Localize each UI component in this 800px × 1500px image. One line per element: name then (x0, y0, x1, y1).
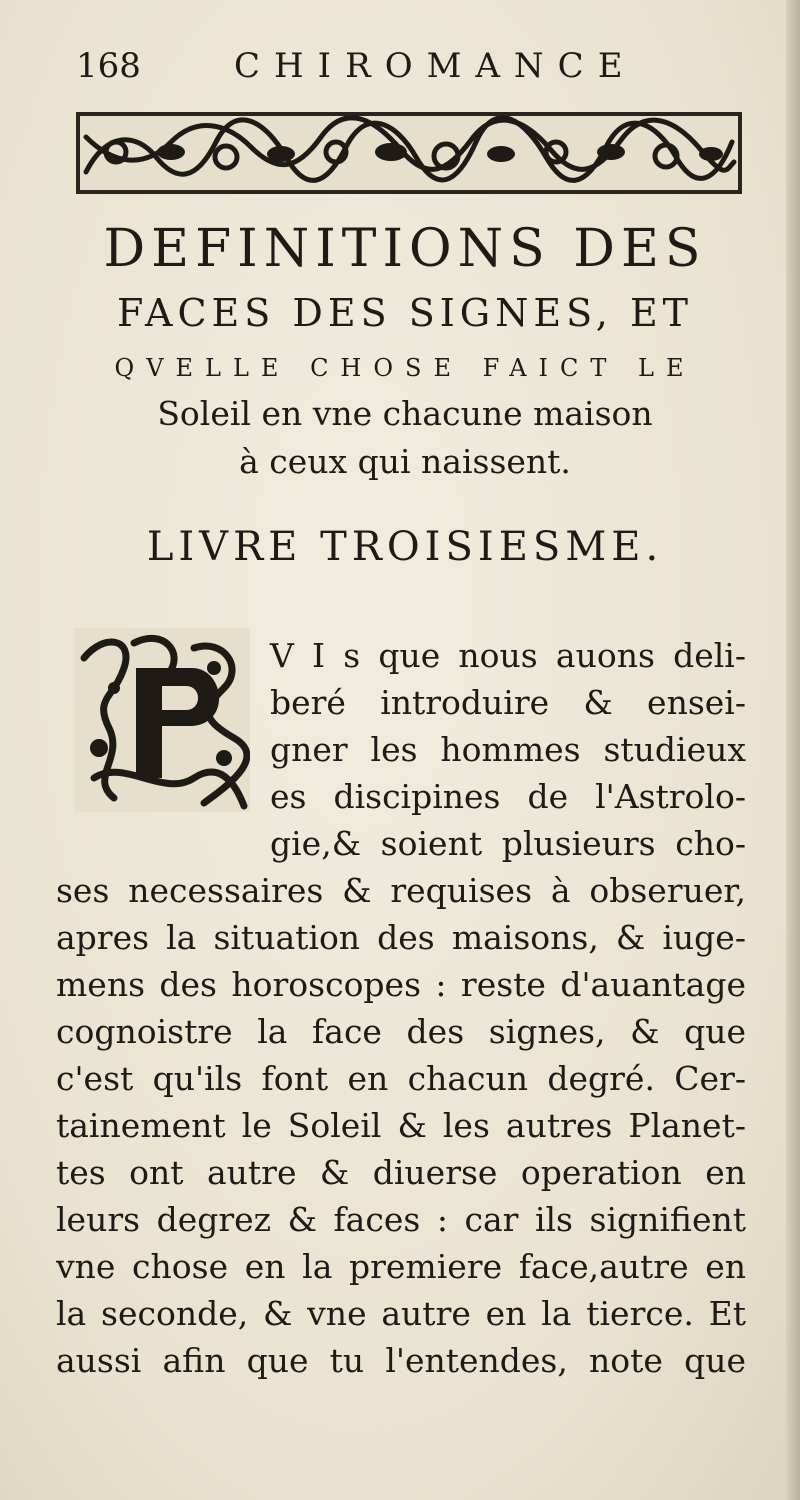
text-line: leurs degrez & faces : car ils signifient (56, 1200, 746, 1239)
body-text (56, 632, 746, 1384)
book-heading: LIVRE TROISIESME. (146, 524, 664, 570)
page-edge (786, 0, 800, 1500)
title-line-5: à ceux qui naissent. (239, 442, 571, 481)
text-line: vne chose en la premiere face,autre en (56, 1247, 746, 1286)
text-line: tes ont autre & diuerse operation en (56, 1153, 746, 1192)
text-line: la seconde, & vne autre en la tierce. Et (56, 1294, 746, 1333)
title-line-1: DEFINITIONS DES (103, 219, 707, 279)
page-header (76, 40, 756, 100)
page-number: 168 (76, 46, 141, 86)
text-line: ses necessaires & requises à obseruer, (56, 871, 746, 910)
text-line: cognoistre la face des signes, & que (56, 1012, 746, 1051)
text-line: tainement le Soleil & les autres Planet- (56, 1106, 746, 1145)
text-line: es discipines de l'Astrolo- (270, 777, 746, 816)
floral-headpiece-ornament-icon (76, 112, 742, 194)
text-line: beré introduire & ensei- (270, 683, 746, 722)
chapter-title (60, 218, 750, 486)
text-line: gner les hommes studieux (270, 730, 746, 769)
text-line: V I s que nous auons deli- (270, 636, 746, 675)
title-line-3: QVELLE CHOSE FAICT LE (114, 354, 696, 382)
running-head: CHIROMANCE (234, 46, 637, 86)
text-line: c'est qu'ils font en chacun degré. Cer- (56, 1059, 746, 1098)
text-line: aussi afin que tu l'entendes, note que (56, 1341, 746, 1380)
title-line-2: FACES DES SIGNES, ET (116, 291, 694, 335)
text-line: mens des horoscopes : reste d'auantage (56, 965, 746, 1004)
text-line: gie,& soient plusieurs cho- (270, 824, 746, 863)
title-line-4: Soleil en vne chacune maison (157, 394, 653, 433)
text-line: apres la situation des maisons, & iuge- (56, 918, 746, 957)
